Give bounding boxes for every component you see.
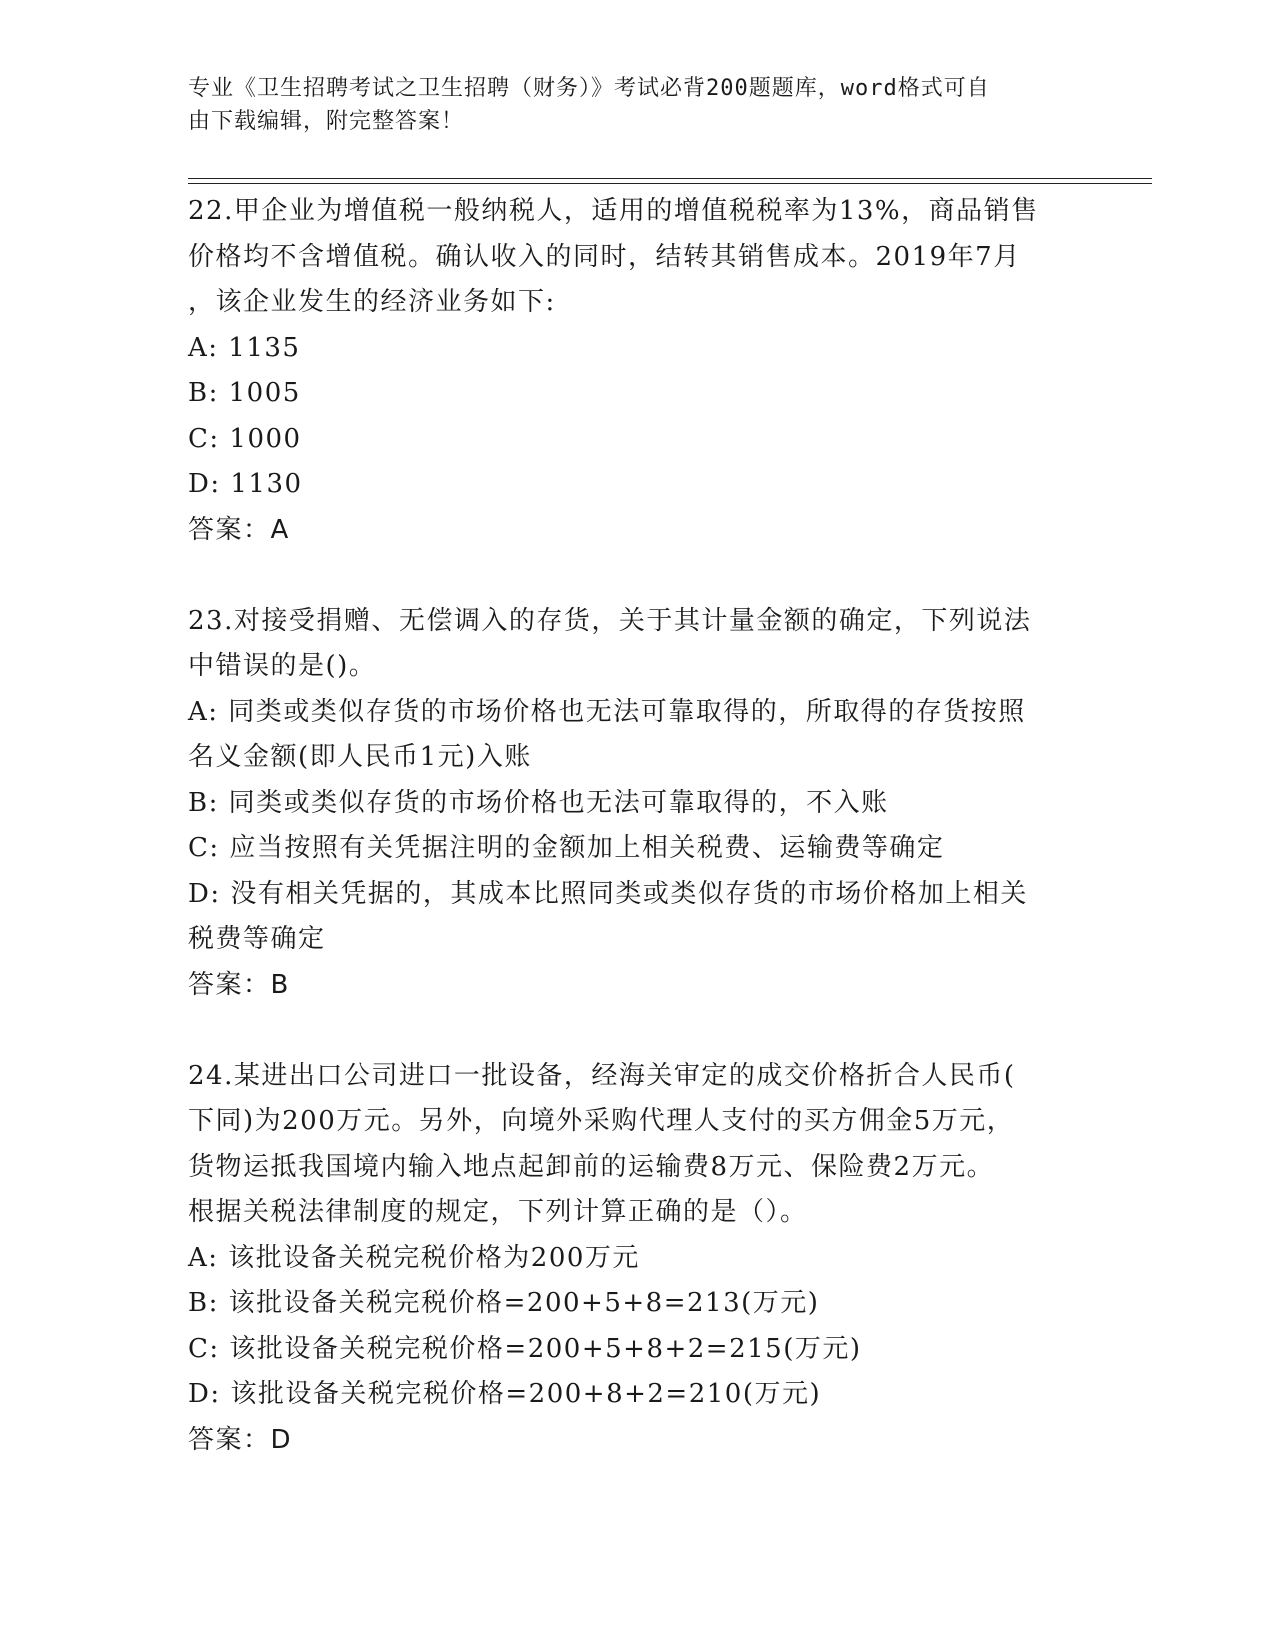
header-divider-top bbox=[188, 178, 1152, 179]
option-c: C: 应当按照有关凭据注明的金额加上相关税费、运输费等确定 bbox=[188, 833, 945, 863]
question-spacer bbox=[188, 1008, 1088, 1054]
question-list bbox=[188, 189, 1088, 1463]
question-text-line: 中错误的是()。 bbox=[188, 651, 377, 681]
option-d-continued: 税费等确定 bbox=[188, 924, 326, 954]
document-header bbox=[188, 72, 1068, 138]
option-a: A: 1135 bbox=[188, 332, 301, 363]
question-block bbox=[188, 599, 1088, 1009]
question-text-line: 价格均不含增值税。确认收入的同时，结转其销售成本。2019年7月 bbox=[188, 241, 1021, 272]
question-text-line: 下同)为200万元。另外，向境外采购代理人支付的买方佣金5万元， bbox=[188, 1106, 1015, 1136]
option-a-continued: 名义金额(即人民币1元)入账 bbox=[188, 742, 532, 772]
question-text-line: 根据关税法律制度的规定，下列计算正确的是（）。 bbox=[188, 1197, 808, 1227]
option-c: C: 该批设备关税完税价格=200+5+8+2=215(万元) bbox=[188, 1333, 862, 1364]
question-text-line: 23.对接受捐赠、无偿调入的存货，关于其计量金额的确定，下列说法 bbox=[188, 605, 1032, 636]
question-block bbox=[188, 1054, 1088, 1464]
answer-label: 答案：D bbox=[188, 1424, 293, 1455]
header-line-2: 由下载编辑，附完整答案！ bbox=[188, 109, 465, 134]
question-text-line: 24.某进出口公司进口一批设备，经海关审定的成交价格折合人民币( bbox=[188, 1060, 1016, 1091]
option-b: B: 同类或类似存货的市场价格也无法可靠取得的，不入账 bbox=[188, 787, 889, 818]
question-text-line: ，该企业发生的经济业务如下: bbox=[188, 287, 556, 317]
option-c: C: 1000 bbox=[188, 423, 302, 454]
option-a: A: 该批设备关税完税价格为200万元 bbox=[188, 1242, 640, 1273]
question-text-line: 22.甲企业为增值税一般纳税人，适用的增值税税率为13%，商品销售 bbox=[188, 196, 1039, 226]
question-text-line: 货物运抵我国境内输入地点起卸前的运输费8万元、保险费2万元。 bbox=[188, 1151, 995, 1182]
question-spacer bbox=[188, 553, 1088, 599]
header-line-1: 专业《卫生招聘考试之卫生招聘（财务）》考试必背200题题库，word格式可自 bbox=[188, 76, 990, 101]
answer-label: 答案：B bbox=[188, 969, 290, 1000]
question-block bbox=[188, 189, 1088, 553]
option-b: B: 1005 bbox=[188, 378, 301, 408]
header-divider-bottom bbox=[188, 183, 1152, 184]
option-d: D: 没有相关凭据的，其成本比照同类或类似存货的市场价格加上相关 bbox=[188, 878, 1028, 909]
option-a: A: 同类或类似存货的市场价格也无法可靠取得的，所取得的存货按照 bbox=[188, 696, 1026, 727]
option-b: B: 该批设备关税完税价格=200+5+8=213(万元) bbox=[188, 1288, 820, 1318]
answer-label: 答案：A bbox=[188, 514, 290, 545]
option-d: D: 1130 bbox=[188, 469, 303, 499]
option-d: D: 该批设备关税完税价格=200+8+2=210(万元) bbox=[188, 1379, 822, 1409]
